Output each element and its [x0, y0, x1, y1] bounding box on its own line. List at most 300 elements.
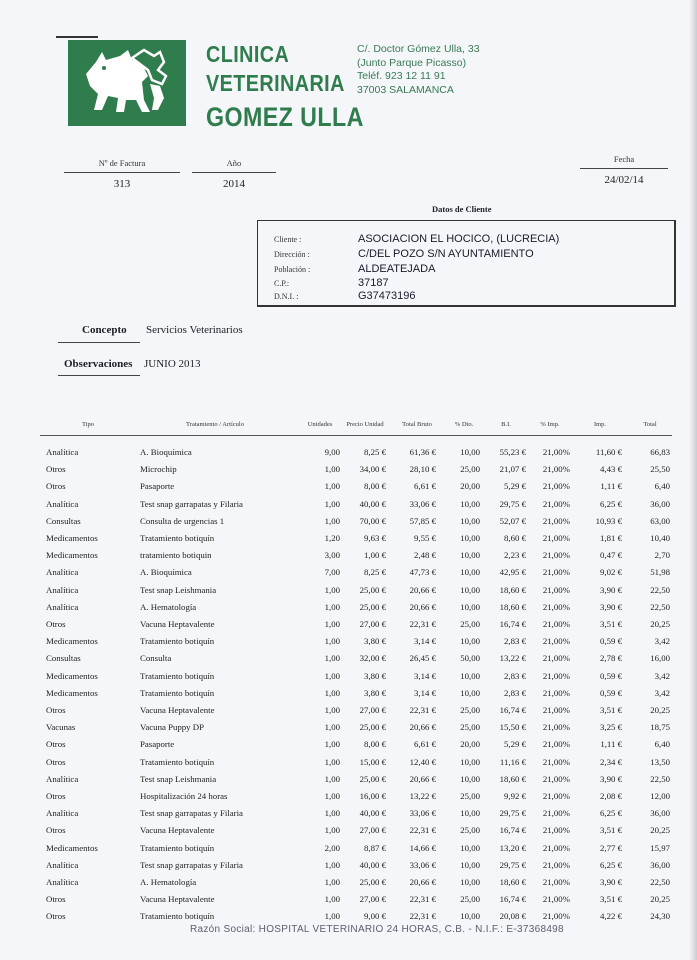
cell-tratamiento: Pasaporte: [140, 739, 175, 750]
cell-total-bruto: 13,22 €: [409, 791, 436, 801]
cell-imp-pct: 21,00%: [542, 464, 570, 475]
cell-precio: 3,80 €: [364, 687, 386, 698]
col-bi: B.I.: [501, 421, 511, 428]
cell-bi: 16,74 €: [499, 894, 526, 905]
cell-imp: 3,51 €: [600, 825, 622, 836]
cell-tipo: Analítica: [46, 498, 79, 509]
cell-total: 10,40: [650, 533, 670, 543]
date-label: Fecha: [613, 154, 635, 164]
cell-total-bruto: 33,06 €: [409, 859, 436, 870]
cell-imp-pct: 21,00%: [542, 722, 570, 733]
cell-tipo: Medicamentos: [46, 533, 98, 543]
cell-dto: 25,00: [460, 791, 480, 801]
cell-unidades: 1,00: [324, 601, 340, 612]
cell-bi: 18,60 €: [499, 877, 526, 887]
cell-tipo: Otros: [46, 911, 66, 922]
cell-tratamiento: A. Bioquímica: [140, 447, 192, 457]
address-line4: 37003 SALAMANCA: [357, 83, 454, 96]
table-header: [0, 421, 697, 435]
cell-total: 22,50: [650, 601, 670, 612]
cell-tratamiento: Test snap garrapatas y Filaria: [140, 808, 243, 819]
cell-imp-pct: 21,00%: [542, 533, 570, 543]
cell-dto: 10,00: [460, 515, 480, 526]
cell-dto: 10,00: [460, 567, 480, 578]
col-precio-unidad: Precio Unidad: [346, 421, 384, 428]
invoice-number-rule: [64, 172, 180, 173]
cell-imp: 11,60 €: [595, 447, 622, 457]
cell-total-bruto: 20,66 €: [409, 601, 436, 612]
cell-unidades: 1,00: [324, 756, 340, 767]
cell-dto: 10,00: [460, 808, 480, 819]
cell-imp: 2,34 €: [600, 756, 622, 767]
cell-tipo: Medicamentos: [46, 687, 98, 698]
cell-precio: 8,00 €: [364, 739, 386, 750]
cell-dto: 10,00: [460, 859, 480, 870]
cell-tipo: Analítica: [46, 584, 79, 595]
address-line1: C/. Doctor Gómez Ulla, 33: [357, 43, 480, 55]
cell-bi: 15,50 €: [499, 722, 526, 733]
table-row: [0, 739, 697, 756]
cell-tratamiento: Test snap garrapatas y Filaria: [140, 498, 243, 509]
cell-total: 36,00: [650, 859, 670, 870]
cell-precio: 16,00 €: [359, 791, 386, 801]
cell-dto: 10,00: [460, 756, 480, 767]
cell-dto: 10,00: [460, 498, 480, 509]
cell-unidades: 1,00: [324, 825, 340, 836]
cell-imp-pct: 21,00%: [542, 447, 570, 457]
cell-precio: 8,87 €: [364, 842, 386, 853]
cell-tratamiento: Vacuna Heptavalente: [140, 894, 215, 905]
col-unidades: Unidades: [307, 421, 333, 428]
cell-total: 51,98: [650, 567, 670, 578]
table-row: [0, 722, 697, 739]
cell-precio: 34,00 €: [359, 464, 386, 475]
cell-total: 36,00: [650, 498, 670, 509]
cell-tipo: Medicamentos: [46, 636, 98, 647]
cell-tipo: Otros: [46, 791, 66, 801]
cell-tratamiento: Tratamiento botiquín: [140, 687, 215, 698]
cell-tratamiento: Tratamiento botiquín: [140, 636, 215, 647]
header-line: [56, 36, 98, 38]
cell-tipo: Medicamentos: [46, 550, 98, 561]
cell-bi: 5,29 €: [504, 739, 526, 750]
cell-unidades: 1,00: [324, 515, 340, 526]
cell-imp-pct: 21,00%: [542, 705, 570, 715]
clinic-name-line2: VETERINARIA: [206, 70, 345, 96]
table-row: [0, 791, 697, 808]
cell-imp: 0,59 €: [600, 687, 622, 698]
cell-total-bruto: 6,61 €: [414, 481, 436, 492]
invoice-number-value: 313: [113, 178, 131, 190]
cell-total-bruto: 3,14 €: [414, 687, 436, 698]
cell-total: 20,25: [650, 619, 670, 629]
cell-dto: 10,00: [460, 584, 480, 595]
col-imp-pct: % Imp.: [540, 421, 560, 428]
table-row: [0, 688, 697, 705]
year-label: Año: [226, 158, 242, 168]
cell-tratamiento: A. Bioquímica: [140, 567, 192, 578]
cell-total: 18,75: [650, 722, 670, 733]
cell-dto: 10,00: [460, 773, 480, 784]
cell-unidades: 9,00: [324, 447, 340, 457]
cell-tratamiento: Vacuna Heptavalente: [140, 825, 215, 836]
col-tratamiento: Tratamiento / Artículo: [186, 421, 244, 428]
cell-bi: 18,60 €: [499, 773, 526, 784]
table-row: [0, 860, 697, 877]
cell-unidades: 1,20: [324, 533, 340, 543]
year-rule: [192, 172, 276, 173]
cell-unidades: 1,00: [324, 619, 340, 629]
cell-bi: 52,07 €: [499, 515, 526, 526]
cell-precio: 25,00 €: [359, 877, 386, 887]
cell-precio: 27,00 €: [359, 894, 386, 905]
table-row: [0, 843, 697, 860]
cell-tratamiento: Tratamiento botiquín: [140, 670, 215, 681]
cell-total: 66,83: [650, 447, 670, 457]
cell-bi: 11,16 €: [499, 756, 526, 767]
cell-bi: 8,60 €: [504, 533, 526, 543]
table-row: [0, 464, 697, 481]
cell-precio: 25,00 €: [359, 773, 386, 784]
cell-precio: 27,00 €: [359, 825, 386, 836]
cell-total-bruto: 20,66 €: [409, 584, 436, 595]
cell-tratamiento: A. Hematología: [140, 877, 197, 887]
cell-tratamiento: Tratamiento botiquín: [140, 533, 215, 543]
cell-tratamiento: tratamiento botiquin: [140, 550, 212, 561]
cell-tratamiento: Test snap garrapatas y Filaria: [140, 859, 243, 870]
cell-total: 22,50: [650, 773, 670, 784]
cell-imp-pct: 21,00%: [542, 653, 570, 664]
cell-tratamiento: A. Hematología: [140, 601, 197, 612]
table-row: [0, 774, 697, 791]
cell-total: 16,00: [650, 653, 670, 664]
cell-dto: 25,00: [460, 705, 480, 715]
table-row: [0, 567, 697, 584]
cell-total-bruto: 33,06 €: [409, 808, 436, 819]
cell-tratamiento: Test snap Leishmania: [140, 773, 217, 784]
cell-dto: 25,00: [460, 464, 480, 475]
cell-tipo: Otros: [46, 756, 66, 767]
address-line2: (Junto Parque Picasso): [357, 56, 467, 69]
cell-total-bruto: 57,85 €: [409, 515, 436, 526]
cell-total: 20,25: [650, 825, 670, 836]
cell-imp: 3,51 €: [600, 619, 622, 629]
cell-dto: 25,00: [460, 894, 480, 905]
cell-imp: 0,59 €: [600, 636, 622, 647]
year-value: 2014: [223, 178, 245, 190]
cell-imp: 1,11 €: [600, 481, 622, 492]
cell-imp: 2,77 €: [600, 842, 622, 853]
cell-precio: 3,80 €: [364, 636, 386, 647]
table-row: [0, 447, 697, 464]
cell-dto: 10,00: [460, 687, 480, 698]
table-row: [0, 619, 697, 636]
cell-tipo: Otros: [46, 739, 66, 750]
cell-total: 6,40: [654, 739, 670, 750]
cell-imp: 4,22 €: [600, 911, 622, 922]
cell-imp: 6,25 €: [600, 498, 622, 509]
cell-total-bruto: 2,48 €: [414, 550, 436, 561]
cell-total-bruto: 22,31 €: [409, 894, 436, 905]
col-total-bruto: Total Bruto: [402, 421, 432, 428]
cell-unidades: 1,00: [324, 859, 340, 870]
cell-imp: 0,59 €: [600, 670, 622, 681]
cell-tratamiento: Vacuna Heptavalente: [140, 705, 215, 715]
cell-total: 63,00: [650, 515, 670, 526]
cell-bi: 5,29 €: [504, 481, 526, 492]
cell-dto: 10,00: [460, 533, 480, 543]
cell-tratamiento: Vacuna Heptavalente: [140, 619, 215, 629]
cell-precio: 70,00 €: [359, 515, 386, 526]
cell-tipo: Otros: [46, 705, 66, 715]
cell-dto: 10,00: [460, 550, 480, 561]
col-total: Total: [643, 421, 657, 428]
cell-unidades: 1,00: [324, 481, 340, 492]
cell-unidades: 1,00: [324, 687, 340, 698]
cell-tipo: Otros: [46, 481, 66, 492]
dni-label: D.N.I. :: [274, 292, 299, 301]
cell-precio: 9,63 €: [364, 533, 386, 543]
clinic-address: [357, 43, 537, 97]
cell-precio: 25,00 €: [359, 584, 386, 595]
cell-precio: 3,80 €: [364, 670, 386, 681]
cell-imp-pct: 21,00%: [542, 670, 570, 681]
cell-bi: 18,60 €: [499, 601, 526, 612]
cell-total: 36,00: [650, 808, 670, 819]
cell-imp-pct: 21,00%: [542, 687, 570, 698]
table-row: [0, 705, 697, 722]
cell-tipo: Analítica: [46, 877, 79, 887]
cell-imp-pct: 21,00%: [542, 791, 570, 801]
cliente-value: ASOCIACION EL HOCICO, (LUCRECIA): [358, 233, 560, 245]
cell-total-bruto: 22,31 €: [409, 911, 436, 922]
cell-tipo: Otros: [46, 825, 66, 836]
cell-unidades: 7,00: [324, 567, 340, 578]
clinic-name-line3: GOMEZ ULLA: [206, 102, 364, 132]
cell-total: 3,42: [654, 636, 670, 647]
cell-tipo: Analítica: [46, 773, 79, 784]
table-row: [0, 653, 697, 670]
cell-bi: 21,07 €: [499, 464, 526, 475]
cell-imp-pct: 21,00%: [542, 825, 570, 836]
cell-total: 22,50: [650, 584, 670, 595]
cell-tratamiento: Microchip: [140, 464, 177, 475]
cell-imp: 1,81 €: [600, 533, 622, 543]
cell-imp-pct: 21,00%: [542, 584, 570, 595]
cell-imp-pct: 21,00%: [542, 808, 570, 819]
cell-unidades: 1,00: [324, 722, 340, 733]
cell-imp: 2,08 €: [600, 791, 622, 801]
cell-total-bruto: 22,31 €: [409, 619, 436, 629]
cell-unidades: 1,00: [324, 773, 340, 784]
poblacion-value: ALDEATEJADA: [358, 263, 436, 275]
cell-tratamiento: Tratamiento botiquín: [140, 842, 215, 853]
cell-bi: 16,74 €: [499, 825, 526, 836]
cell-imp: 3,90 €: [600, 584, 622, 595]
cell-imp: 3,51 €: [600, 705, 622, 715]
cell-imp: 3,90 €: [600, 773, 622, 784]
cell-unidades: 1,00: [324, 739, 340, 750]
cell-imp: 6,25 €: [600, 808, 622, 819]
cell-tratamiento: Consulta de urgencias 1: [140, 515, 225, 526]
cell-tratamiento: Vacuna Puppy DP: [140, 722, 205, 733]
cell-total: 3,42: [654, 687, 670, 698]
cell-tipo: Medicamentos: [46, 842, 98, 853]
cell-unidades: 1,00: [324, 498, 340, 509]
cliente-label: Cliente :: [274, 235, 302, 244]
table-row: [0, 602, 697, 619]
cell-total-bruto: 33,06 €: [409, 498, 436, 509]
cell-imp: 4,43 €: [600, 464, 622, 475]
cell-imp-pct: 21,00%: [542, 773, 570, 784]
cell-total: 12,00: [650, 791, 670, 801]
cell-precio: 1,00 €: [364, 550, 386, 561]
concepto-rule: [58, 342, 140, 343]
col-tipo: Tipo: [81, 421, 95, 428]
cell-precio: 40,00 €: [359, 859, 386, 870]
cell-tratamiento: Test snap Leishmania: [140, 584, 217, 595]
table-row: [0, 636, 697, 653]
cell-precio: 9,00 €: [364, 911, 386, 922]
clinic-logo: [68, 40, 186, 126]
cell-unidades: 1,00: [324, 808, 340, 819]
cell-dto: 25,00: [460, 722, 480, 733]
cell-total-bruto: 20,66 €: [409, 877, 436, 887]
footer-text: Razón Social: HOSPITAL VETERINARIO 24 HORAS, C.B. - N.I.F.: E-37368498: [190, 924, 564, 935]
table-row: [0, 585, 697, 602]
cell-tipo: Otros: [46, 894, 66, 905]
table-row: [0, 671, 697, 688]
cell-imp-pct: 21,00%: [542, 756, 570, 767]
clinic-name-line1: CLINICA: [206, 41, 290, 67]
cell-total: 20,25: [650, 894, 670, 905]
cell-precio: 40,00 €: [359, 498, 386, 509]
cell-unidades: 1,00: [324, 705, 340, 715]
cell-bi: 2,23 €: [504, 550, 526, 561]
cell-tratamiento: Pasaporte: [140, 481, 175, 492]
cell-dto: 10,00: [460, 842, 480, 853]
cell-imp-pct: 21,00%: [542, 842, 570, 853]
col-imp: Imp.: [593, 421, 607, 428]
cell-imp: 3,25 €: [600, 722, 622, 733]
client-box: [257, 220, 676, 307]
cell-bi: 18,60 €: [499, 584, 526, 595]
cell-precio: 8,25 €: [364, 447, 386, 457]
cell-dto: 50,00: [460, 653, 480, 664]
cell-precio: 25,00 €: [359, 601, 386, 612]
cell-imp-pct: 21,00%: [542, 859, 570, 870]
cell-total-bruto: 20,66 €: [409, 722, 436, 733]
cell-total: 24,30: [650, 911, 670, 922]
cell-imp: 3,90 €: [600, 877, 622, 887]
cell-imp-pct: 21,00%: [542, 550, 570, 561]
concepto-value: Servicios Veterinarios: [146, 324, 243, 336]
cell-unidades: 2,00: [324, 842, 340, 853]
page-edge-shadow: [689, 0, 697, 960]
cell-imp-pct: 21,00%: [542, 911, 570, 922]
poblacion-label: Población :: [274, 265, 311, 274]
cell-tipo: Otros: [46, 619, 66, 629]
cell-total-bruto: 47,73 €: [409, 567, 436, 578]
cell-tipo: Analítica: [46, 567, 79, 578]
cell-imp-pct: 21,00%: [542, 481, 570, 492]
cell-dto: 10,00: [460, 601, 480, 612]
cell-total-bruto: 20,66 €: [409, 773, 436, 784]
cell-dto: 10,00: [460, 911, 480, 922]
cell-unidades: 1,00: [324, 653, 340, 664]
cell-total-bruto: 9,55 €: [414, 533, 436, 543]
cell-imp: 6,25 €: [600, 859, 622, 870]
cell-unidades: 1,00: [324, 670, 340, 681]
cell-precio: 8,25 €: [364, 567, 386, 578]
cell-total-bruto: 22,31 €: [409, 825, 436, 836]
table-row: [0, 825, 697, 842]
cell-bi: 16,74 €: [499, 705, 526, 715]
cell-dto: 10,00: [460, 447, 480, 457]
clinic-name: [206, 40, 364, 134]
cell-tratamiento: Tratamiento botiquín: [140, 911, 215, 922]
concepto-label: Concepto: [82, 324, 127, 336]
cell-unidades: 1,00: [324, 911, 340, 922]
cell-total-bruto: 12,40 €: [409, 756, 436, 767]
cell-tratamiento: Hospitalización 24 horas: [140, 791, 228, 801]
cell-bi: 29,75 €: [499, 498, 526, 509]
cell-total: 3,42: [654, 670, 670, 681]
cell-precio: 25,00 €: [359, 722, 386, 733]
cell-imp: 10,93 €: [595, 515, 622, 526]
cell-imp-pct: 21,00%: [542, 877, 570, 887]
cell-total-bruto: 6,61 €: [414, 739, 436, 750]
cell-imp-pct: 21,00%: [542, 619, 570, 629]
col-dto: % Dto.: [454, 421, 474, 428]
table-header-rule: [40, 435, 672, 436]
cell-tipo: Consultas: [46, 515, 81, 526]
direccion-label: Dirección :: [274, 250, 310, 259]
cell-precio: 32,00 €: [359, 653, 386, 664]
table-row: [0, 481, 697, 498]
cell-bi: 13,22 €: [499, 653, 526, 664]
cell-unidades: 1,00: [324, 877, 340, 887]
cell-total: 15,97: [650, 842, 670, 853]
dogs-logo-icon: [68, 40, 186, 126]
table-row: [0, 808, 697, 825]
cell-precio: 27,00 €: [359, 705, 386, 715]
cell-unidades: 1,00: [324, 894, 340, 905]
cell-dto: 10,00: [460, 636, 480, 647]
table-row: [0, 533, 697, 550]
cell-total-bruto: 3,14 €: [414, 636, 436, 647]
table-row: [0, 877, 697, 894]
cell-tipo: Vacunas: [46, 722, 76, 733]
cell-imp-pct: 21,00%: [542, 498, 570, 509]
cell-precio: 27,00 €: [359, 619, 386, 629]
cell-bi: 55,23 €: [499, 447, 526, 457]
table-row: [0, 757, 697, 774]
cell-precio: 40,00 €: [359, 808, 386, 819]
invoice-number-label: Nº de Factura: [98, 158, 146, 168]
observaciones-label: Observaciones: [64, 358, 133, 370]
cell-dto: 20,00: [460, 481, 480, 492]
observaciones-rule: [58, 375, 140, 376]
cell-total-bruto: 14,66 €: [409, 842, 436, 853]
date-value: 24/02/14: [604, 174, 644, 186]
cell-dto: 25,00: [460, 825, 480, 836]
cell-imp: 2,78 €: [600, 653, 622, 664]
cell-bi: 13,20 €: [499, 842, 526, 853]
cell-total-bruto: 61,36 €: [409, 447, 436, 457]
date-rule: [580, 168, 668, 169]
cell-bi: 2,83 €: [504, 636, 526, 647]
